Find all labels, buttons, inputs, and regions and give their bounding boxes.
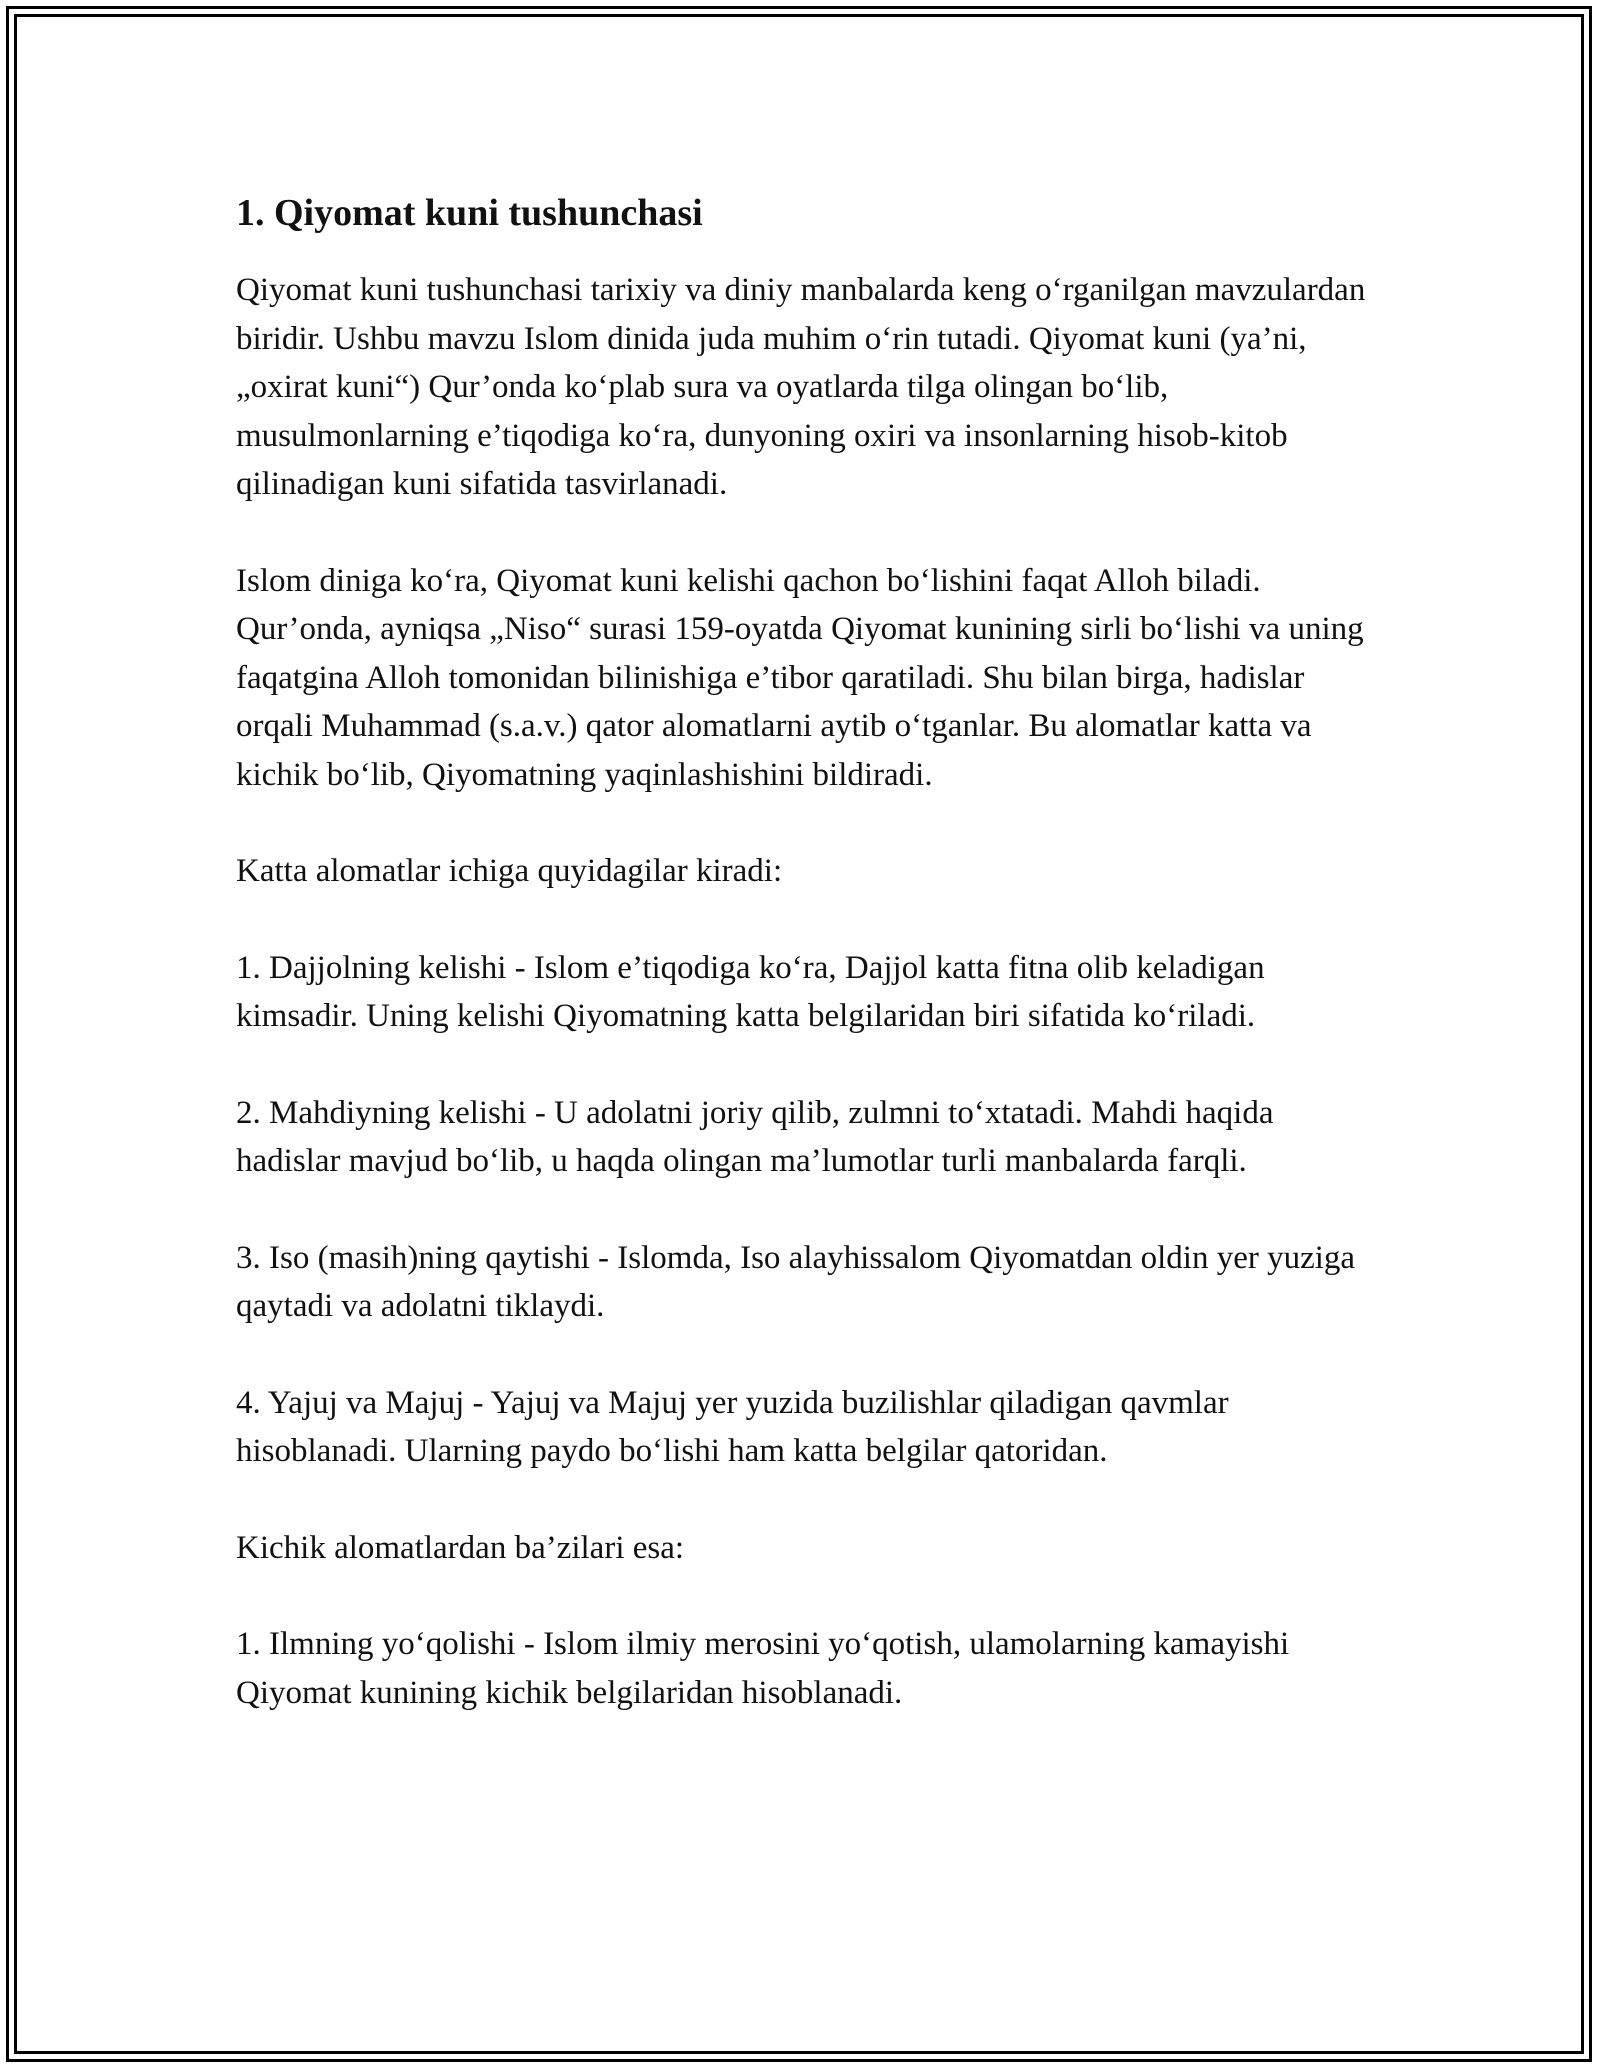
list-item-yajuj-majuj: 4. Yajuj va Majuj - Yajuj va Majuj yer yuzida buzilishlar qiladigan qavmlar hisoblanadi. Ularning paydo bo‘lishi ham katta belgilar qatoridan. bbox=[236, 1384, 1229, 1469]
document-body bbox=[236, 188, 1386, 1717]
paragraph-timing: Islom diniga ko‘ra, Qiyomat kuni kelishi qachon bo‘lishini faqat Alloh biladi. Qur’onda, ayniqsa „Niso“ surasi 159-oyatda Qiyomat kunining sirli bo‘lishi va uning faqatgina Alloh tomonidan bilinishiga e’tibor qaratiladi. Shu bilan birga, hadislar orqali Muhammad (s.a.v.) qator alomatlarni aytib o‘tganlar. Bu alomatlar katta va kichik bo‘lib, Qiyomatning yaqinlashishini bildiradi. bbox=[236, 562, 1364, 793]
list-item-ilm: 1. Ilmning yo‘qolishi - Islom ilmiy merosini yo‘qotish, ulamolarning kamayishi Qiyomat kunining kichik belgilaridan hisoblanadi. bbox=[236, 1626, 1290, 1711]
paragraph-minor-signs-intro: Kichik alomatlardan ba’zilari esa: bbox=[236, 1529, 685, 1566]
paragraph-major-signs-intro: Katta alomatlar ichiga quyidagilar kiradi: bbox=[236, 853, 783, 889]
list-item-mahdi: 2. Mahdiyning kelishi - U adolatni joriy qilib, zulmni to‘xtatadi. Mahdi haqida hadislar mavjud bo‘lib, u haqda olingan ma’lumotlar turli manbalarda farqli. bbox=[236, 1094, 1274, 1179]
section-heading: 1. Qiyomat kuni tushunchasi bbox=[236, 192, 703, 234]
list-item-dajjol: 1. Dajjolning kelishi - Islom e’tiqodiga ko‘ra, Dajjol katta fitna olib keladigan kimsadir. Uning kelishi Qiyomatning katta belgilaridan biri sifatida ko‘riladi. bbox=[236, 949, 1265, 1034]
list-item-iso: 3. Iso (masih)ning qaytishi - Islomda, Iso alayhissalom Qiyomatdan oldin yer yuziga qaytadi va adolatni tiklaydi. bbox=[236, 1239, 1356, 1324]
paragraph-intro: Qiyomat kuni tushunchasi tarixiy va diniy manbalarda keng o‘rganilgan mavzulardan biridir. Ushbu mavzu Islom dinida juda muhim o‘rin tutadi. Qiyomat kuni (ya’ni, „oxirat kuni“) Qur’onda ko‘plab sura va oyatlarda tilga olingan bo‘lib, musulmonlarning e’tiqodiga ko‘ra, dunyoning oxiri va insonlarning hisob-kitob qilinadigan kuni sifatida tasvirlanadi. bbox=[236, 272, 1366, 502]
